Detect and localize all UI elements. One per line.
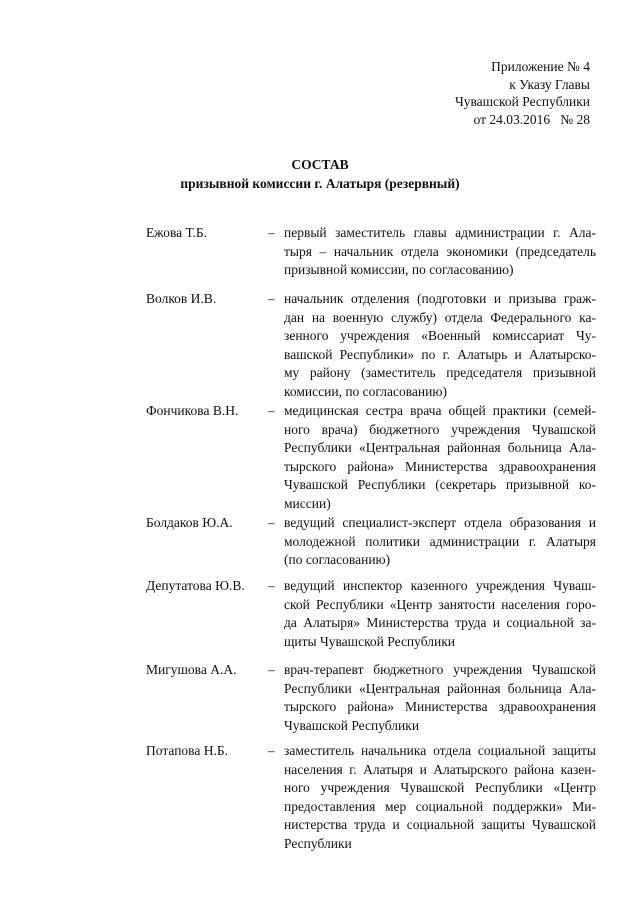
document-title bbox=[0, 155, 640, 193]
member-role-line: ного врача) бюджетного учреждения Чувашской bbox=[284, 421, 596, 437]
member-role bbox=[284, 661, 596, 735]
member-role bbox=[284, 224, 596, 280]
dash-separator: – bbox=[268, 291, 275, 306]
member-role bbox=[284, 290, 596, 401]
member-role bbox=[284, 514, 596, 570]
member-role-line: молодежной политики администрации г. Алатыря bbox=[284, 533, 596, 549]
member-role-line: щиты Чувашской Республики bbox=[284, 633, 456, 649]
annex-decree-ref: к Указу Главы bbox=[509, 76, 590, 92]
member-role-line: комиссии, по согласованию) bbox=[284, 383, 447, 399]
title-heading: СОСТАВ bbox=[291, 157, 349, 172]
member-role-line: зенного учреждения «Военный комиссариат Чу- bbox=[284, 328, 596, 343]
member-role bbox=[284, 577, 596, 651]
member-role-line: предоставления мер социальной поддержки» Ми- bbox=[284, 798, 596, 814]
member-role-line: Республики «Центральная районная больница Ала- bbox=[284, 440, 596, 455]
member-role-line: заместитель начальника отдела социальной защиты bbox=[284, 743, 596, 758]
annex-number: Приложение № 4 bbox=[491, 59, 590, 74]
member-role-line: ведущий инспектор казенного учреждения Чуваш- bbox=[284, 578, 596, 593]
member-role-line: тырского района» Министерства здравоохранения bbox=[284, 458, 596, 474]
dash-separator: – bbox=[268, 743, 275, 758]
annex-republic: Чувашской Республики bbox=[454, 94, 590, 109]
member-role-line: Чувашской Республики bbox=[284, 717, 420, 733]
member-name: Депутатова Ю.В. bbox=[146, 578, 245, 593]
member-role-line: да Алатыря» Министерства труда и социальной за- bbox=[284, 615, 596, 630]
member-role-line: врач-терапевт бюджетного учреждения Чувашской bbox=[284, 662, 596, 677]
member-name: Ежова Т.Б. bbox=[146, 225, 207, 240]
member-role-line: первый заместитель главы администрации г. Ала- bbox=[284, 225, 596, 240]
member-role-line: начальник отделения (подготовки и призыва граж- bbox=[284, 291, 596, 306]
member-name: Мигушова А.А. bbox=[146, 662, 237, 677]
member-role-line: тыря – начальник отдела экономики (председатель bbox=[284, 243, 596, 259]
member-role bbox=[284, 402, 596, 513]
member-role-line: ской Республики «Центр занятости населения горо- bbox=[284, 596, 596, 612]
member-name: Волков И.В. bbox=[146, 291, 217, 306]
member-name: Болдаков Ю.А. bbox=[146, 515, 233, 530]
annex-date-number: от 24.03.2016 № 28 bbox=[473, 111, 590, 127]
member-role-line: Республики «Центральная районная больница Ала- bbox=[284, 680, 596, 696]
member-role-line: медицинская сестра врача общей практики (семей- bbox=[284, 403, 596, 418]
member-role-line: населения г. Алатыря и Алатырского района казен- bbox=[284, 761, 596, 777]
member-role-line: миссии) bbox=[284, 495, 331, 511]
member-role-line: нистерства труда и социальной защиты Чувашской bbox=[284, 817, 596, 832]
dash-separator: – bbox=[268, 578, 275, 593]
member-role-line: ведущий специалист-эксперт отдела образования и bbox=[284, 515, 596, 530]
dash-separator: – bbox=[268, 662, 275, 677]
member-role-line: Республики bbox=[284, 835, 352, 851]
dash-separator: – bbox=[268, 225, 275, 240]
member-role-line: дан на военную службу) отдела Федерального ка- bbox=[284, 309, 596, 325]
member-name: Фончикова В.Н. bbox=[146, 403, 239, 418]
member-role-line: тырского района» Министерства здравоохранения bbox=[284, 699, 596, 714]
member-role-line: призывной комиссии, по согласованию) bbox=[284, 262, 514, 277]
member-role bbox=[284, 742, 596, 853]
member-role-line: вашской Республики» по г. Алатырь и Алатырско- bbox=[284, 346, 596, 362]
annex-header bbox=[455, 58, 590, 128]
dash-separator: – bbox=[268, 403, 275, 418]
member-role-line: (по согласованию) bbox=[284, 552, 391, 567]
member-name: Потапова Н.Б. bbox=[146, 743, 228, 758]
title-subheading: призывной комиссии г. Алатыря (резервный) bbox=[180, 176, 460, 191]
member-role-line: му району (заместитель председателя призывной bbox=[284, 365, 596, 380]
dash-separator: – bbox=[268, 515, 275, 530]
member-role-line: ного учреждения Чувашской Республики «Центр bbox=[284, 780, 596, 795]
member-role-line: Чувашской Республики (секретарь призывной ко- bbox=[284, 477, 596, 492]
